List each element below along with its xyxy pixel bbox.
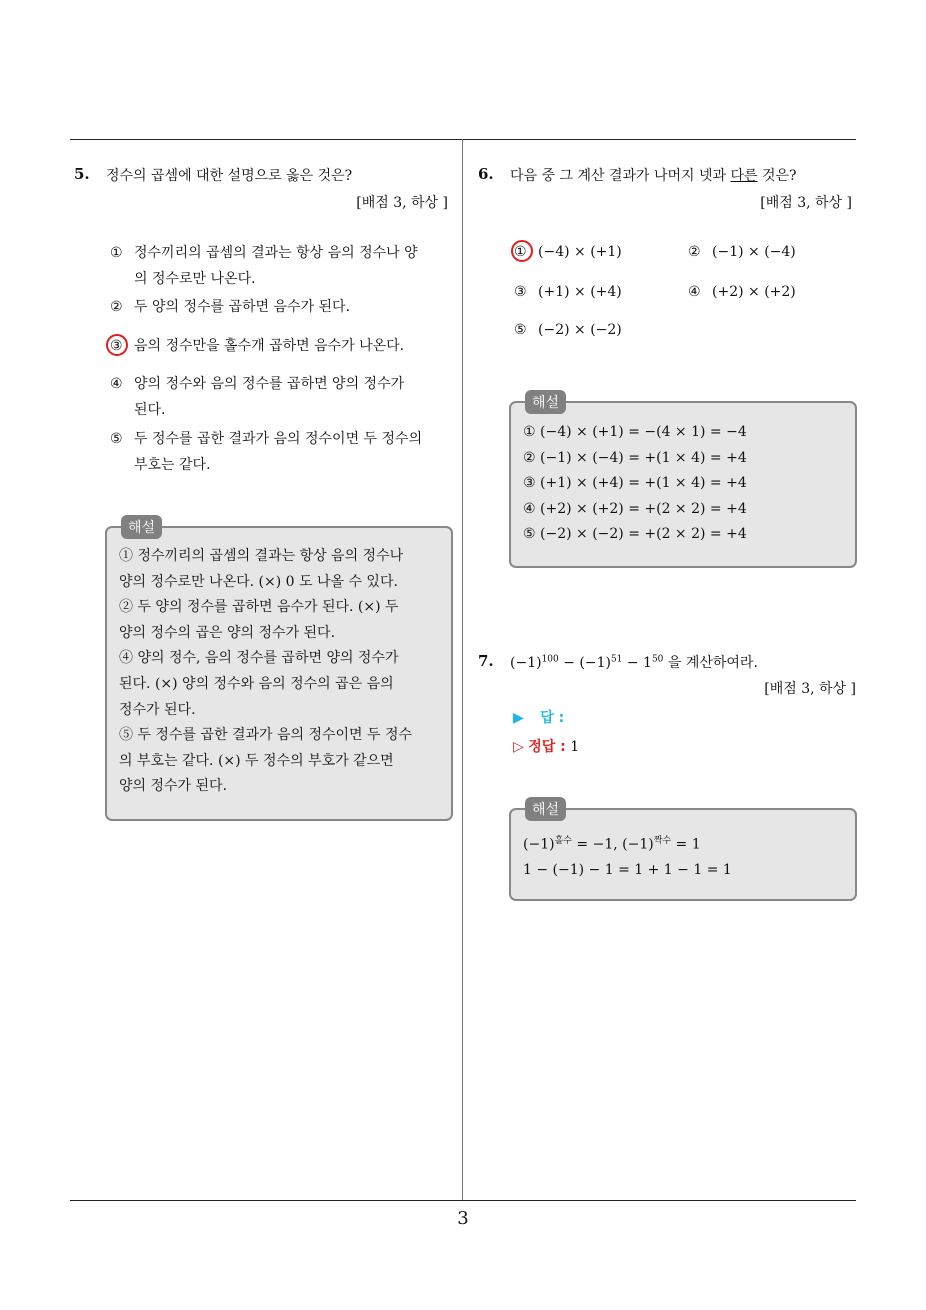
solution-line: ④ 양의 정수, 음의 정수를 곱하면 양의 정수가 (119, 650, 399, 667)
choice-mark: ⑤ (110, 431, 123, 447)
question-number: 7. (478, 652, 494, 670)
exponent: 50 (651, 654, 664, 665)
solution-line: 된다. (×) 양의 정수와 음의 정수의 곱은 음의 (119, 675, 394, 692)
choice-5[interactable] (110, 426, 422, 478)
choice-expr: (+1) × (+4) (538, 284, 622, 300)
solution-box (509, 395, 857, 568)
question-text (510, 165, 797, 185)
choice-4[interactable] (688, 279, 796, 305)
solution-line: ⑤ (−2) × (−2) = +(2 × 2) = +4 (523, 526, 747, 543)
question-text-part: 을 계산하여라. (663, 655, 758, 671)
choice-mark: ③ (110, 338, 123, 354)
question-meta: [배점 3, 하상 ] (764, 681, 856, 697)
choice-1[interactable] (514, 239, 622, 265)
question-text (510, 652, 758, 672)
exponent: 51 (610, 654, 623, 665)
choice-5[interactable] (514, 317, 622, 343)
solution-line: ⑤ 두 정수를 곱한 결과가 음의 정수이면 두 정수 (119, 727, 413, 744)
solution-line: ① (−4) × (+1) = −(4 × 1) = −4 (523, 424, 747, 440)
choice-expr: (−1) × (−4) (712, 244, 796, 260)
solution-line: 의 부호는 같다. (×) 두 정수의 부호가 같으면 (119, 752, 394, 769)
choice-1[interactable] (110, 240, 418, 292)
solution-body (523, 420, 843, 548)
choice-mark: ① (110, 245, 123, 261)
solution-line: ④ (+2) × (+2) = +(2 × 2) = +4 (523, 500, 747, 517)
solution-line: 1 − (−1) − 1 = 1 + 1 − 1 = 1 (523, 862, 732, 879)
question-number: 5. (74, 165, 90, 183)
page-number: 3 (457, 1208, 469, 1229)
solution-box (105, 520, 453, 821)
choice-mark: ④ (110, 376, 123, 392)
expr-part: (−1) (523, 836, 555, 853)
choice-text: 정수끼리의 곱셈의 결과는 항상 음의 정수나 양 (134, 245, 418, 261)
choice-text: 양의 정수와 음의 정수를 곱하면 양의 정수가 (134, 376, 405, 392)
bottom-rule (70, 1200, 856, 1201)
solution-line: ③ (+1) × (+4) = +(1 × 4) = +4 (523, 475, 747, 492)
answer-row[interactable] (513, 707, 564, 727)
solution-line: ① 정수끼리의 곱셈의 결과는 항상 음의 정수나 (119, 548, 404, 564)
column-divider (462, 139, 463, 1201)
choice-2[interactable] (688, 239, 796, 265)
solution-line (523, 829, 843, 858)
choice-mark: ② (110, 299, 123, 315)
question-meta: [배점 3, 하상 ] (760, 195, 852, 211)
outline-triangle-icon: ▷ (513, 739, 524, 755)
solution-body (119, 544, 439, 800)
top-rule (70, 139, 856, 140)
choice-2[interactable] (110, 294, 350, 320)
choice-mark: ① (514, 244, 527, 260)
superscript: 홀수 (554, 836, 572, 846)
choice-text: 두 정수를 곱한 결과가 음의 정수이면 두 정수의 (134, 431, 423, 447)
choice-3[interactable] (110, 333, 404, 359)
solution-line: 정수가 된다. (119, 701, 196, 718)
choice-text: 음의 정수만을 홀수개 곱하면 음수가 나온다. (134, 338, 405, 354)
choice-3[interactable] (514, 279, 622, 305)
choice-mark: ④ (688, 284, 701, 300)
solution-line: 양의 정수의 곱은 양의 정수가 된다. (119, 624, 336, 641)
choice-mark: ⑤ (514, 322, 527, 338)
expr-part: − 1 (622, 655, 652, 671)
solution-box (509, 802, 857, 901)
solution-tab: 해설 (525, 390, 566, 414)
solution-line: ② (−1) × (−4) = +(1 × 4) = +4 (523, 449, 747, 466)
expr-part: − (−1) (558, 655, 611, 671)
correct-answer-label: 정답 : (528, 739, 566, 755)
choice-expr: (+2) × (+2) (712, 284, 796, 300)
question-number: 6. (478, 165, 494, 183)
answer-label: 답 : (540, 710, 565, 726)
choice-expr: (−4) × (+1) (538, 244, 622, 260)
question-text-emphasis: 다른 (730, 168, 758, 184)
choice-text-cont: 부호는 같다. (134, 457, 211, 473)
expr-part: = 1 (671, 836, 701, 853)
solution-line: 양의 정수가 된다. (119, 778, 228, 795)
question-text-part: 것은? (757, 168, 797, 184)
choice-expr: (−2) × (−2) (538, 322, 622, 338)
expr-part: (−1) (510, 655, 542, 671)
solution-line: ② 두 양의 정수를 곱하면 음수가 된다. (×) 두 (119, 599, 399, 616)
choice-text-cont: 의 정수로만 나온다. (134, 271, 256, 287)
solution-body (523, 829, 843, 884)
play-triangle-icon: ▶ (513, 710, 524, 726)
solution-tab: 해설 (121, 515, 162, 539)
solution-line: 양의 정수로만 나온다. (×) 0 도 나올 수 있다. (119, 573, 398, 590)
choice-mark: ② (688, 244, 701, 260)
expr-part: = −1, (−1) (571, 836, 654, 853)
choice-mark: ③ (514, 284, 527, 300)
choice-text-cont: 된다. (134, 402, 166, 418)
solution-tab: 해설 (525, 797, 566, 821)
superscript: 짝수 (653, 836, 672, 846)
question-text-part: 다음 중 그 계산 결과가 나머지 넷과 (510, 168, 731, 184)
choice-4[interactable] (110, 371, 404, 423)
question-meta: [배점 3, 하상 ] (356, 195, 448, 211)
correct-answer-value: 1 (570, 739, 580, 755)
question-text: 정수의 곱셈에 대한 설명으로 옳은 것은? (106, 168, 353, 184)
exponent: 100 (541, 654, 559, 665)
choice-text: 두 양의 정수를 곱하면 음수가 된다. (134, 299, 351, 315)
correct-answer-row (513, 736, 579, 756)
